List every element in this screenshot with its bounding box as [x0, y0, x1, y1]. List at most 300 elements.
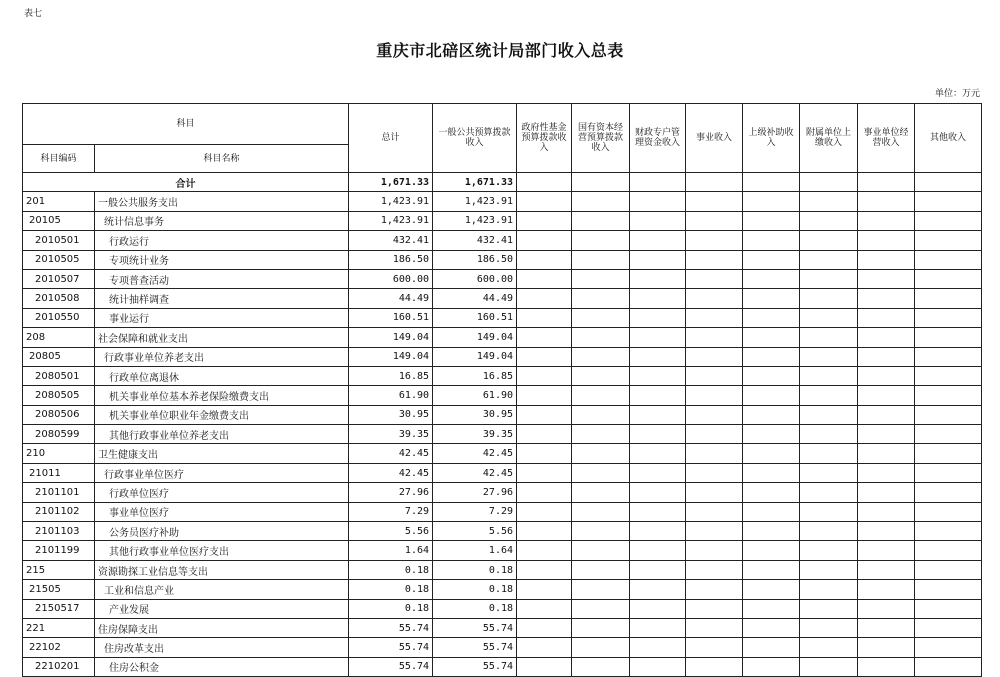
empty-cell	[517, 618, 572, 637]
empty-cell	[743, 250, 800, 269]
empty-cell	[572, 250, 630, 269]
table-row	[23, 289, 982, 308]
subject-name-cell: 行政单位医疗	[95, 483, 349, 502]
empty-cell	[686, 580, 743, 599]
table-row	[23, 580, 982, 599]
general-budget-cell: 55.74	[433, 638, 517, 657]
empty-cell	[800, 522, 858, 541]
general-budget-cell: 42.45	[433, 444, 517, 463]
total-label: 合计	[23, 173, 349, 192]
empty-cell	[630, 289, 686, 308]
empty-cell	[858, 483, 915, 502]
empty-cell	[630, 618, 686, 637]
empty-cell	[572, 502, 630, 521]
general-budget-cell: 27.96	[433, 483, 517, 502]
subject-name-cell: 行政事业单位医疗	[95, 463, 349, 482]
table-row	[23, 444, 982, 463]
empty-cell	[630, 541, 686, 560]
table-row	[23, 386, 982, 405]
empty-cell	[800, 483, 858, 502]
header-subject-code: 科目编码	[23, 145, 95, 173]
total-cell: 39.35	[349, 425, 433, 444]
empty-cell	[630, 405, 686, 424]
total-cell: 1,423.91	[349, 192, 433, 211]
empty-cell	[743, 541, 800, 560]
empty-cell	[572, 269, 630, 288]
general-budget-cell: 600.00	[433, 269, 517, 288]
subject-name-cell: 专项统计业务	[95, 250, 349, 269]
subject-code-cell: 2101199	[23, 541, 95, 560]
header-subject-name: 科目名称	[95, 145, 349, 173]
empty-cell	[517, 502, 572, 521]
general-budget-cell: 186.50	[433, 250, 517, 269]
empty-cell	[743, 463, 800, 482]
table-row	[23, 328, 982, 347]
empty-cell	[630, 425, 686, 444]
empty-cell	[800, 463, 858, 482]
empty-cell	[517, 289, 572, 308]
empty-cell	[800, 386, 858, 405]
header-other-income: 其他收入	[915, 104, 982, 173]
empty-cell	[858, 211, 915, 230]
empty-cell	[915, 599, 982, 618]
empty-cell	[630, 328, 686, 347]
total-cell: 1,423.91	[349, 211, 433, 230]
empty-cell	[915, 541, 982, 560]
subject-name-cell: 统计信息事务	[95, 211, 349, 230]
empty-cell	[743, 444, 800, 463]
general-budget-cell: 16.85	[433, 366, 517, 385]
empty-cell	[858, 289, 915, 308]
empty-cell	[858, 638, 915, 657]
subject-name-cell: 卫生健康支出	[95, 444, 349, 463]
empty-cell	[915, 638, 982, 657]
empty-cell	[686, 618, 743, 637]
empty-cell	[517, 541, 572, 560]
page-title: 重庆市北碚区统计局部门收入总表	[376, 41, 624, 60]
subject-name-cell: 社会保障和就业支出	[95, 328, 349, 347]
subject-code-cell: 20105	[23, 211, 95, 230]
empty-cell	[572, 541, 630, 560]
header-total: 总计	[349, 104, 433, 173]
empty-cell	[858, 386, 915, 405]
empty-cell	[686, 386, 743, 405]
empty-cell	[915, 425, 982, 444]
empty-cell	[858, 444, 915, 463]
subject-code-cell: 2101102	[23, 502, 95, 521]
header-superior-subsidy: 上级补助收入	[743, 104, 800, 173]
empty-cell	[800, 618, 858, 637]
general-budget-cell: 1,423.91	[433, 211, 517, 230]
empty-cell	[572, 231, 630, 250]
empty-cell	[915, 347, 982, 366]
subject-code-cell: 22102	[23, 638, 95, 657]
empty-cell	[858, 425, 915, 444]
subject-code-cell: 2080506	[23, 405, 95, 424]
empty-cell	[630, 522, 686, 541]
subject-code-cell: 201	[23, 192, 95, 211]
table-row	[23, 425, 982, 444]
empty-cell	[572, 483, 630, 502]
total-cell: 149.04	[349, 328, 433, 347]
empty-cell	[572, 425, 630, 444]
empty-cell	[572, 347, 630, 366]
empty-cell	[743, 366, 800, 385]
header-general-budget: 一般公共预算拨款收入	[433, 104, 517, 173]
subject-code-cell: 20805	[23, 347, 95, 366]
empty-cell	[686, 560, 743, 579]
empty-cell	[858, 347, 915, 366]
subject-code-cell: 2010550	[23, 308, 95, 327]
empty-cell	[517, 269, 572, 288]
total-cell: 27.96	[349, 483, 433, 502]
empty-cell	[800, 289, 858, 308]
subject-name-cell: 住房公积金	[95, 657, 349, 676]
empty-cell	[800, 444, 858, 463]
subject-code-cell: 2010505	[23, 250, 95, 269]
general-budget-cell: 61.90	[433, 386, 517, 405]
empty-cell	[630, 638, 686, 657]
empty-cell	[743, 211, 800, 230]
subject-name-cell: 专项普查活动	[95, 269, 349, 288]
empty-cell	[630, 483, 686, 502]
empty-cell	[800, 308, 858, 327]
table-row	[23, 192, 982, 211]
empty-cell	[800, 502, 858, 521]
table-row	[23, 599, 982, 618]
empty-cell	[915, 502, 982, 521]
subject-code-cell: 21011	[23, 463, 95, 482]
total-cell: 42.45	[349, 444, 433, 463]
empty-cell	[686, 599, 743, 618]
general-budget-cell: 55.74	[433, 657, 517, 676]
empty-cell	[572, 560, 630, 579]
header-business-income: 事业收入	[686, 104, 743, 173]
empty-cell	[858, 502, 915, 521]
empty-cell	[858, 463, 915, 482]
empty-cell	[517, 425, 572, 444]
table-row	[23, 366, 982, 385]
empty-cell	[686, 289, 743, 308]
empty-cell	[686, 308, 743, 327]
general-budget-cell: 0.18	[433, 580, 517, 599]
empty-cell	[915, 522, 982, 541]
empty-cell	[630, 250, 686, 269]
subject-name-cell: 机关事业单位职业年金缴费支出	[95, 405, 349, 424]
header-gov-fund: 政府性基金预算拨款收入	[517, 104, 572, 173]
empty-cell	[517, 405, 572, 424]
subject-code-cell: 2010501	[23, 231, 95, 250]
empty-cell	[517, 599, 572, 618]
table-row	[23, 347, 982, 366]
total-cell: 186.50	[349, 250, 433, 269]
empty-cell	[743, 231, 800, 250]
empty-cell	[800, 541, 858, 560]
general-budget-cell: 149.04	[433, 328, 517, 347]
empty-cell	[800, 580, 858, 599]
unit-label: 单位：万元	[934, 89, 980, 99]
empty-cell	[858, 250, 915, 269]
empty-cell	[915, 328, 982, 347]
empty-cell	[517, 192, 572, 211]
empty-cell	[630, 463, 686, 482]
empty-cell	[517, 580, 572, 599]
general-budget-cell: 39.35	[433, 425, 517, 444]
table-row	[23, 463, 982, 482]
empty-cell	[572, 618, 630, 637]
general-budget-cell: 432.41	[433, 231, 517, 250]
empty-cell	[572, 211, 630, 230]
empty-cell	[686, 463, 743, 482]
table-row	[23, 269, 982, 288]
empty-cell	[630, 269, 686, 288]
empty-cell	[686, 192, 743, 211]
general-budget-cell: 44.49	[433, 289, 517, 308]
subject-code-cell: 208	[23, 328, 95, 347]
total-cell: 432.41	[349, 231, 433, 250]
empty-cell	[572, 463, 630, 482]
empty-cell	[800, 599, 858, 618]
subject-name-cell: 统计抽样调查	[95, 289, 349, 308]
empty-cell	[686, 231, 743, 250]
empty-cell	[743, 502, 800, 521]
empty-cell	[630, 308, 686, 327]
subject-name-cell: 一般公共服务支出	[95, 192, 349, 211]
total-cell: 7.29	[349, 502, 433, 521]
empty-cell	[686, 425, 743, 444]
empty-cell	[630, 366, 686, 385]
empty-cell	[743, 308, 800, 327]
empty-cell	[915, 580, 982, 599]
subject-name-cell: 公务员医疗补助	[95, 522, 349, 541]
total-amount: 1,671.33	[349, 173, 433, 192]
empty-cell	[915, 444, 982, 463]
empty-cell	[572, 522, 630, 541]
empty-cell	[630, 211, 686, 230]
subject-code-cell: 21505	[23, 580, 95, 599]
empty-cell	[572, 328, 630, 347]
total-cell: 30.95	[349, 405, 433, 424]
empty-cell	[743, 405, 800, 424]
empty-cell	[800, 425, 858, 444]
empty-cell	[517, 386, 572, 405]
income-summary-table	[22, 103, 982, 677]
empty-cell	[915, 386, 982, 405]
subject-code-cell: 221	[23, 618, 95, 637]
total-cell: 0.18	[349, 599, 433, 618]
empty-cell	[915, 618, 982, 637]
empty-cell	[517, 250, 572, 269]
table-row	[23, 541, 982, 560]
empty-cell	[517, 308, 572, 327]
empty-cell	[686, 483, 743, 502]
table-row	[23, 405, 982, 424]
empty-cell	[743, 328, 800, 347]
empty-cell	[743, 599, 800, 618]
empty-cell	[572, 386, 630, 405]
subject-code-cell: 2101103	[23, 522, 95, 541]
table-row	[23, 308, 982, 327]
empty-cell	[686, 638, 743, 657]
header-subject: 科目	[23, 104, 349, 145]
table-row	[23, 618, 982, 637]
empty-cell	[915, 405, 982, 424]
table-row	[23, 250, 982, 269]
empty-cell	[915, 560, 982, 579]
empty-cell	[686, 366, 743, 385]
subject-name-cell: 产业发展	[95, 599, 349, 618]
empty-cell	[517, 347, 572, 366]
empty-cell	[800, 328, 858, 347]
empty-cell	[572, 405, 630, 424]
empty-cell	[630, 502, 686, 521]
empty-cell	[517, 231, 572, 250]
empty-cell	[743, 425, 800, 444]
total-cell: 55.74	[349, 638, 433, 657]
general-budget-cell: 1,423.91	[433, 192, 517, 211]
empty-cell	[800, 638, 858, 657]
subject-code-cell: 2150517	[23, 599, 95, 618]
table-row	[23, 211, 982, 230]
header-business-operation: 事业单位经营收入	[858, 104, 915, 173]
empty-cell	[743, 269, 800, 288]
empty-cell	[858, 541, 915, 560]
empty-cell	[743, 522, 800, 541]
empty-cell	[630, 444, 686, 463]
empty-cell	[517, 463, 572, 482]
subject-code-cell: 2010507	[23, 269, 95, 288]
empty-cell	[915, 192, 982, 211]
empty-cell	[800, 250, 858, 269]
empty-cell	[630, 386, 686, 405]
total-cell: 600.00	[349, 269, 433, 288]
empty-cell	[743, 289, 800, 308]
empty-cell	[686, 328, 743, 347]
subject-code-cell: 2010508	[23, 289, 95, 308]
subject-code-cell: 2210201	[23, 657, 95, 676]
subject-code-cell: 215	[23, 560, 95, 579]
empty-cell	[572, 444, 630, 463]
empty-cell	[800, 366, 858, 385]
empty-cell	[858, 580, 915, 599]
empty-cell	[915, 231, 982, 250]
total-cell: 42.45	[349, 463, 433, 482]
empty-cell	[800, 347, 858, 366]
empty-cell	[572, 638, 630, 657]
empty-cell	[915, 289, 982, 308]
empty-cell	[743, 386, 800, 405]
empty-cell	[743, 580, 800, 599]
general-budget-cell: 5.56	[433, 522, 517, 541]
general-budget-cell: 149.04	[433, 347, 517, 366]
empty-cell	[517, 211, 572, 230]
empty-cell	[858, 192, 915, 211]
total-cell: 149.04	[349, 347, 433, 366]
empty-cell	[800, 192, 858, 211]
subject-name-cell: 事业单位医疗	[95, 502, 349, 521]
general-budget-cell: 42.45	[433, 463, 517, 482]
general-budget-cell: 55.74	[433, 618, 517, 637]
table-row	[23, 560, 982, 579]
total-general-budget: 1,671.33	[433, 173, 517, 192]
empty-cell	[858, 599, 915, 618]
empty-cell	[572, 599, 630, 618]
empty-cell	[915, 366, 982, 385]
empty-cell	[630, 192, 686, 211]
table-row	[23, 638, 982, 657]
empty-cell	[858, 560, 915, 579]
empty-cell	[915, 308, 982, 327]
subject-name-cell: 行政运行	[95, 231, 349, 250]
total-row	[23, 173, 982, 192]
general-budget-cell: 1.64	[433, 541, 517, 560]
total-cell: 160.51	[349, 308, 433, 327]
empty-cell	[686, 250, 743, 269]
total-cell: 55.74	[349, 618, 433, 637]
empty-cell	[630, 580, 686, 599]
subject-code-cell: 2080505	[23, 386, 95, 405]
empty-cell	[572, 289, 630, 308]
header-fiscal-special: 财政专户管理资金收入	[630, 104, 686, 173]
empty-cell	[743, 638, 800, 657]
empty-cell	[743, 347, 800, 366]
header-state-capital: 国有资本经营预算拨款收入	[572, 104, 630, 173]
empty-cell	[858, 366, 915, 385]
empty-cell	[858, 328, 915, 347]
subject-name-cell: 其他行政事业单位医疗支出	[95, 541, 349, 560]
empty-cell	[800, 560, 858, 579]
subject-name-cell: 行政单位离退休	[95, 366, 349, 385]
total-cell: 1.64	[349, 541, 433, 560]
empty-cell	[800, 269, 858, 288]
total-cell: 5.56	[349, 522, 433, 541]
empty-cell	[686, 444, 743, 463]
empty-cell	[858, 231, 915, 250]
empty-cell	[800, 231, 858, 250]
general-budget-cell: 0.18	[433, 599, 517, 618]
empty-cell	[743, 560, 800, 579]
subject-code-cell: 210	[23, 444, 95, 463]
empty-cell	[800, 405, 858, 424]
empty-cell	[686, 502, 743, 521]
total-cell: 61.90	[349, 386, 433, 405]
empty-cell	[915, 211, 982, 230]
empty-cell	[800, 211, 858, 230]
empty-cell	[517, 366, 572, 385]
empty-cell	[517, 638, 572, 657]
subject-name-cell: 住房保障支出	[95, 618, 349, 637]
empty-cell	[858, 522, 915, 541]
subject-code-cell: 2080599	[23, 425, 95, 444]
table-number-label: 表七	[24, 9, 43, 19]
empty-cell	[858, 618, 915, 637]
general-budget-cell: 160.51	[433, 308, 517, 327]
table-row	[23, 483, 982, 502]
empty-cell	[915, 250, 982, 269]
subject-code-cell: 2101101	[23, 483, 95, 502]
subject-name-cell: 机关事业单位基本养老保险缴费支出	[95, 386, 349, 405]
empty-cell	[858, 269, 915, 288]
empty-cell	[686, 405, 743, 424]
empty-cell	[517, 444, 572, 463]
total-cell: 0.18	[349, 580, 433, 599]
empty-cell	[743, 618, 800, 637]
empty-cell	[743, 192, 800, 211]
empty-cell	[630, 231, 686, 250]
empty-cell	[630, 599, 686, 618]
empty-cell	[517, 522, 572, 541]
empty-cell	[686, 269, 743, 288]
